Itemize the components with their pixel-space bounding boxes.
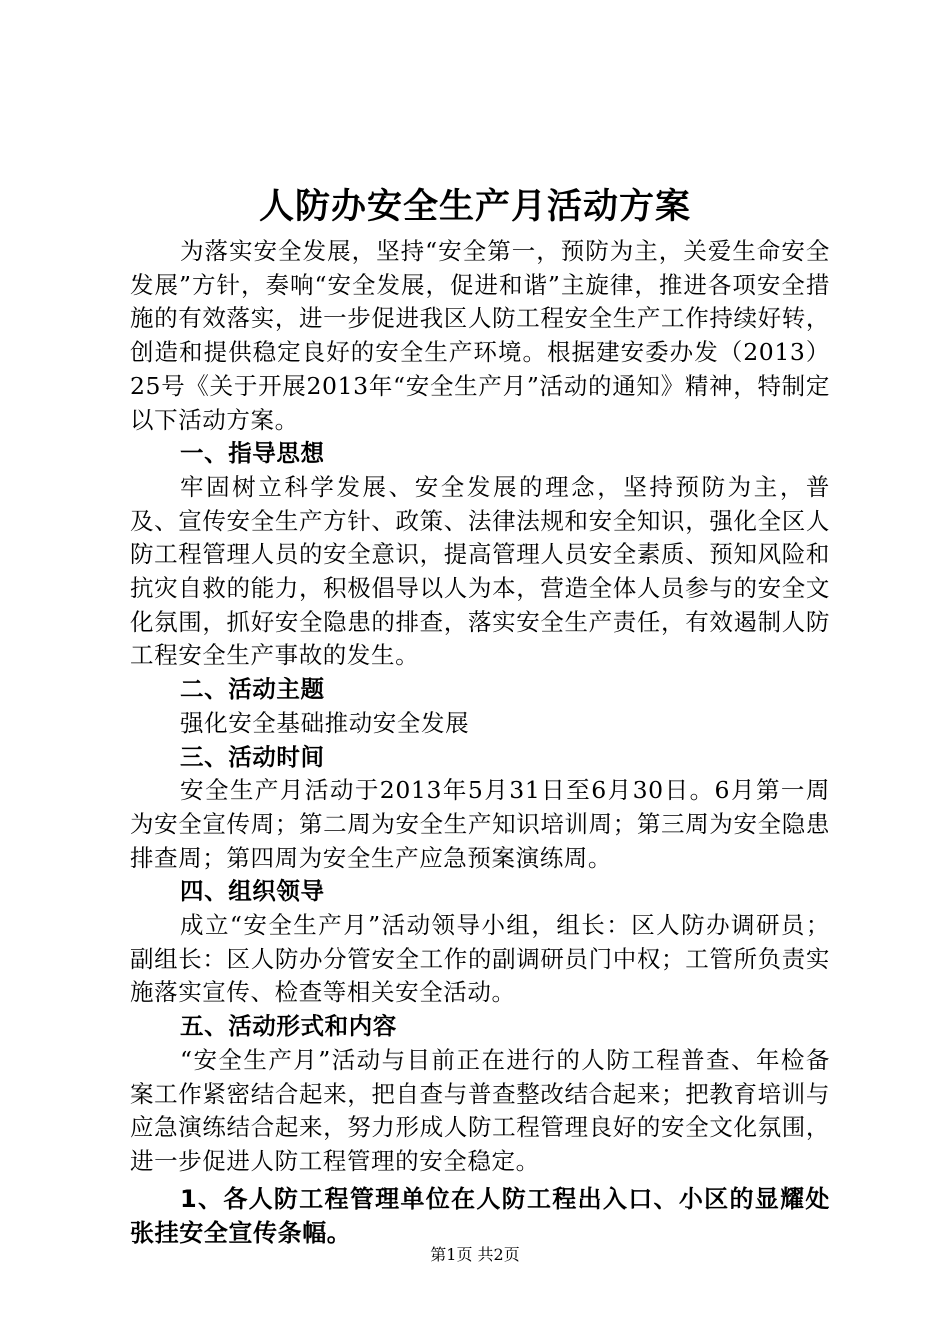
section-text-organization: 成立“安全生产月”活动领导小组，组长：区人防办调研员；副组长：区人防办分管安全工作的副调研员门中权；工管所负责实施落实宣传、检查等相关安全活动。 <box>130 911 830 1007</box>
intro-paragraph: 为落实安全发展，坚持“安全第一，预防为主，关爱生命安全发展”方针，奏响“安全发展，促进和谐”主旋律，推进各项安全措施的有效落实，进一步促进我区人防工程安全生产工作持续好转，创造和提供稳定良好的安全生产环境。根据建安委办发（2013）25号《关于开展2013年“安全生产月”活动的通知》精神，特制定以下活动方案。 <box>130 237 830 434</box>
section-text-activity-theme: 强化安全基础推动安全发展 <box>180 708 470 737</box>
section-heading-organization: 四、组织领导 <box>180 877 325 906</box>
section-text-activity-content: “安全生产月”活动与目前正在进行的人防工程普查、年检备案工作紧密结合起来，把自查与普查整改结合起来；把教育培训与应急演练结合起来，努力形成人防工程管理良好的安全文化氛围，进一步促进人防工程管理的安全稳定。 <box>130 1045 830 1175</box>
section-heading-activity-time: 三、活动时间 <box>180 742 325 771</box>
section-text-activity-time: 安全生产月活动于2013年5月31日至6月30日。6月第一周为安全宣传周；第二周为安全生产知识培训周；第三周为安全隐患排查周；第四周为安全生产应急预案演练周。 <box>130 776 830 872</box>
section-heading-guiding-ideology: 一、指导思想 <box>180 439 325 468</box>
list-item-1: 1、各人防工程管理单位在人防工程出入口、小区的显耀处张挂安全宣传条幅。 <box>130 1184 830 1247</box>
section-heading-activity-content: 五、活动形式和内容 <box>180 1012 397 1041</box>
page-footer: 第1页 共2页 <box>430 1245 520 1264</box>
document-body <box>130 235 830 1250</box>
section-heading-activity-theme: 二、活动主题 <box>180 675 325 704</box>
document-title: 人防办安全生产月活动方案 <box>258 187 691 227</box>
section-text-guiding-ideology: 牢固树立科学发展、安全发展的理念，坚持预防为主，普及、宣传安全生产方针、政策、法律法规和安全知识，强化全区人防工程管理人员的安全意识，提高管理人员安全素质、预知风险和抗灾自救的能力，积极倡导以人为本，营造全体人员参与的安全文化氛围，抓好安全隐患的排查，落实安全生产责任，有效遏制人防工程安全生产事故的发生。 <box>130 472 830 670</box>
